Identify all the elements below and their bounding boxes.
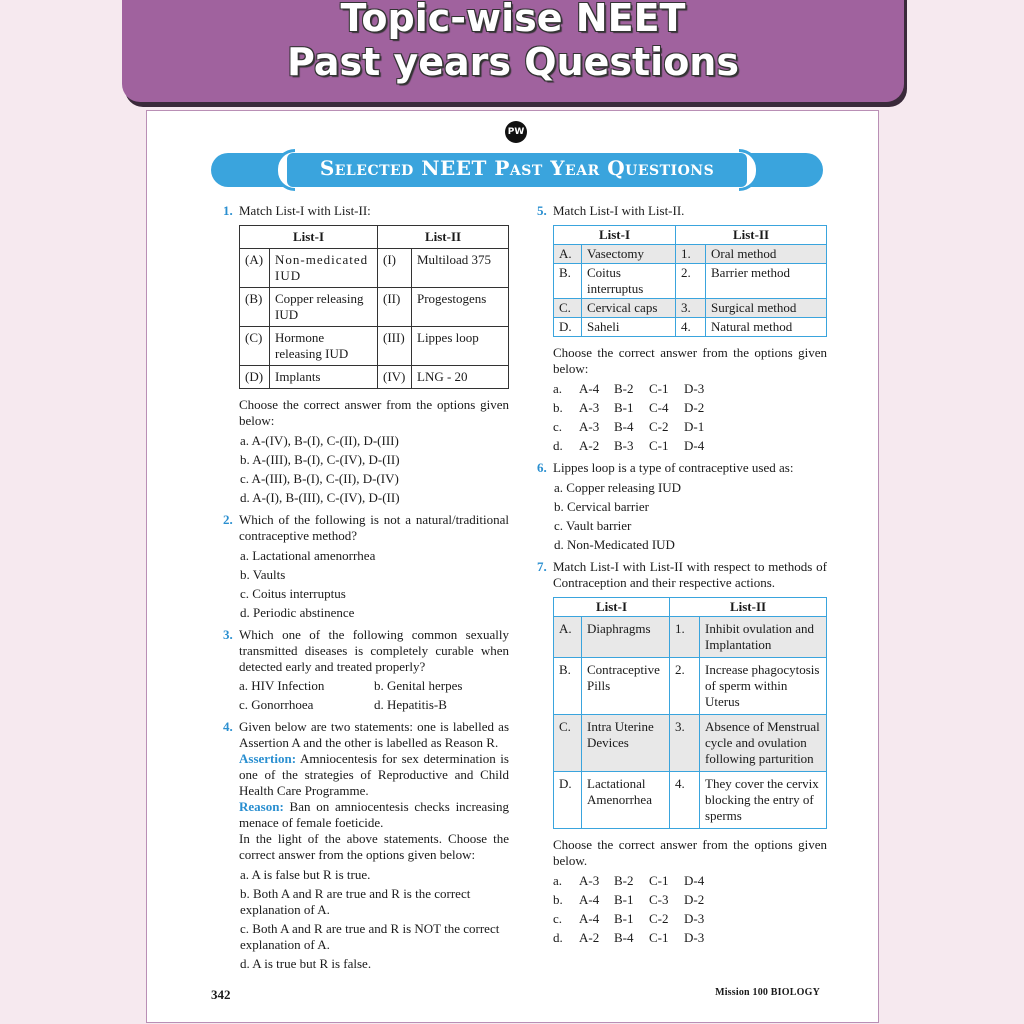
table-cell: D. bbox=[554, 772, 582, 829]
answer-label: d. bbox=[553, 930, 563, 945]
option-a: a. Lactational amenorrhea bbox=[240, 548, 376, 563]
table-cell: 1. bbox=[670, 617, 700, 658]
table-cell: Lippes loop bbox=[412, 327, 509, 366]
table-cell: A. bbox=[554, 617, 582, 658]
table-cell: (II) bbox=[378, 288, 412, 327]
question-prompt: In the light of the above statements. Choose the correct answer from the options given below: bbox=[239, 831, 509, 862]
answer-row bbox=[553, 911, 827, 927]
table-cell: Cervical caps bbox=[582, 299, 676, 318]
answer-row bbox=[553, 892, 827, 908]
answer-cell: C-4 bbox=[649, 400, 669, 415]
question-text: Match List-I with List-II: bbox=[239, 203, 371, 218]
answer-cell: B-3 bbox=[614, 438, 634, 453]
question-text: Which of the following is not a natural/traditional contraceptive method? bbox=[239, 512, 509, 543]
answer-cell: A-2 bbox=[579, 438, 600, 453]
answer-cell: A-3 bbox=[579, 873, 600, 888]
answer-cell: A-3 bbox=[579, 419, 600, 434]
table-row bbox=[554, 715, 827, 772]
table-cell: Hormone releasing IUD bbox=[270, 327, 378, 366]
option-b: b. Cervical barrier bbox=[554, 499, 649, 514]
answer-cell: B-2 bbox=[614, 381, 634, 396]
option-a: a. HIV Infection bbox=[239, 678, 325, 693]
table-header: List-I bbox=[240, 226, 378, 249]
table-cell: (C) bbox=[240, 327, 270, 366]
option-b: b. Genital herpes bbox=[374, 678, 463, 693]
table-row bbox=[240, 249, 509, 288]
answer-cell: C-1 bbox=[649, 438, 669, 453]
options bbox=[239, 548, 509, 621]
table-row bbox=[240, 327, 509, 366]
table-cell: 2. bbox=[670, 658, 700, 715]
assertion-label: Assertion: bbox=[239, 751, 297, 766]
option-d: d. A-(I), B-(III), C-(IV), D-(II) bbox=[240, 490, 400, 505]
banner-title bbox=[122, 0, 904, 84]
reason-label: Reason: bbox=[239, 799, 284, 814]
option-b: b. A-(III), B-(I), C-(IV), D-(II) bbox=[240, 452, 400, 467]
table-cell: Inhibit ovulation and Implantation bbox=[700, 617, 827, 658]
table-cell: (IV) bbox=[378, 366, 412, 389]
answer-row bbox=[553, 873, 827, 889]
answer-cell: A-2 bbox=[579, 930, 600, 945]
option-c: c. Both A and R are true and R is NOT the correct explanation of A. bbox=[240, 921, 500, 952]
options bbox=[553, 480, 827, 553]
table-cell: B. bbox=[554, 658, 582, 715]
answer-options bbox=[553, 381, 827, 454]
option-d: d. A is true but R is false. bbox=[240, 956, 372, 971]
book-title: Mission 100 BIOLOGY bbox=[715, 987, 820, 998]
table-row bbox=[554, 617, 827, 658]
assertion bbox=[239, 751, 509, 799]
question-number: 4. bbox=[223, 719, 233, 734]
table-row bbox=[554, 299, 827, 318]
answer-row bbox=[553, 438, 827, 454]
table-cell: Coitus interruptus bbox=[582, 264, 676, 299]
option-a: a. A-(IV), B-(I), C-(II), D-(III) bbox=[240, 433, 399, 448]
answer-cell: A-3 bbox=[579, 400, 600, 415]
table-cell: Barrier method bbox=[706, 264, 827, 299]
answer-cell: B-4 bbox=[614, 419, 634, 434]
table-row bbox=[554, 658, 827, 715]
table-cell: They cover the cervix blocking the entry of sperms bbox=[700, 772, 827, 829]
answer-cell: C-1 bbox=[649, 381, 669, 396]
reason-text: Ban on amniocentesis checks increasing menace of female foeticide. bbox=[239, 799, 509, 830]
question-number: 3. bbox=[223, 627, 233, 642]
match-table bbox=[553, 597, 827, 829]
answer-cell: D-4 bbox=[684, 873, 705, 888]
option-d: d. Periodic abstinence bbox=[240, 605, 355, 620]
question-1 bbox=[223, 203, 509, 506]
table-cell: Oral method bbox=[706, 245, 827, 264]
right-column bbox=[537, 203, 827, 952]
table-cell: Intra Uterine Devices bbox=[582, 715, 670, 772]
table-header: List-I bbox=[554, 226, 676, 245]
left-column bbox=[223, 203, 509, 978]
banner-line-2: Past years Questions bbox=[287, 40, 739, 85]
option-d: d. Hepatitis-B bbox=[374, 697, 447, 712]
answer-cell: A-4 bbox=[579, 892, 600, 907]
answer-row bbox=[553, 930, 827, 946]
pw-logo: PW bbox=[505, 121, 527, 143]
question-prompt: Choose the correct answer from the options given below. bbox=[553, 837, 827, 868]
option-b: b. Both A and R are true and R is the correct explanation of A. bbox=[240, 886, 471, 917]
table-cell: Saheli bbox=[582, 318, 676, 337]
options bbox=[239, 678, 509, 713]
table-header: List-II bbox=[676, 226, 827, 245]
table-cell: C. bbox=[554, 299, 582, 318]
question-2 bbox=[223, 512, 509, 621]
assertion-text: Amniocentesis for sex determination is one of the strategies of Reproductive and Child Health Care Programme. bbox=[239, 751, 509, 798]
question-7 bbox=[537, 559, 827, 946]
answer-cell: D-3 bbox=[684, 930, 705, 945]
table-cell: Increase phagocytosis of sperm within Uterus bbox=[700, 658, 827, 715]
answer-cell: D-1 bbox=[684, 419, 705, 434]
title-banner bbox=[122, 0, 904, 102]
table-cell: Diaphragms bbox=[582, 617, 670, 658]
table-row bbox=[240, 366, 509, 389]
table-row bbox=[554, 318, 827, 337]
answer-label: b. bbox=[553, 892, 563, 907]
question-number: 6. bbox=[537, 460, 547, 475]
table-cell: (B) bbox=[240, 288, 270, 327]
table-row bbox=[554, 772, 827, 829]
answer-cell: B-4 bbox=[614, 930, 634, 945]
table-cell: Vasectomy bbox=[582, 245, 676, 264]
options bbox=[239, 867, 509, 972]
answer-cell: C-3 bbox=[649, 892, 669, 907]
banner-line-1: Topic-wise NEET bbox=[340, 0, 686, 40]
answer-cell: C-1 bbox=[649, 873, 669, 888]
table-row bbox=[554, 245, 827, 264]
table-cell: A. bbox=[554, 245, 582, 264]
table-cell: LNG - 20 bbox=[412, 366, 509, 389]
option-c: c. A-(III), B-(I), C-(II), D-(IV) bbox=[240, 471, 399, 486]
table-cell: (I) bbox=[378, 249, 412, 288]
section-title: Selected NEET Past Year Questions bbox=[319, 156, 715, 180]
question-text: Which one of the following common sexually transmitted diseases is completely curable when detected early and treated properly? bbox=[239, 627, 509, 674]
answer-cell: B-1 bbox=[614, 892, 634, 907]
options bbox=[239, 433, 509, 506]
page-number: 342 bbox=[211, 987, 231, 1002]
question-5 bbox=[537, 203, 827, 454]
table-cell: 2. bbox=[676, 264, 706, 299]
answer-cell: C-2 bbox=[649, 419, 669, 434]
question-text: Match List-I with List-II. bbox=[553, 203, 685, 218]
table-cell: Multiload 375 bbox=[412, 249, 509, 288]
table-cell: Lactational Amenorrhea bbox=[582, 772, 670, 829]
table-cell: B. bbox=[554, 264, 582, 299]
answer-label: a. bbox=[553, 381, 563, 396]
answer-label: a. bbox=[553, 873, 563, 888]
question-3 bbox=[223, 627, 509, 713]
option-b: b. Vaults bbox=[240, 567, 286, 582]
question-4 bbox=[223, 719, 509, 972]
answer-cell: D-3 bbox=[684, 911, 705, 926]
table-header: List-I bbox=[554, 598, 670, 617]
question-text: Lippes loop is a type of contraceptive used as: bbox=[553, 460, 794, 475]
answer-cell: B-1 bbox=[614, 400, 634, 415]
question-number: 2. bbox=[223, 512, 233, 527]
question-text: Given below are two statements: one is labelled as Assertion A and the other is labelled as Reason R. bbox=[239, 719, 509, 750]
answer-options bbox=[553, 873, 827, 946]
answer-row bbox=[553, 381, 827, 397]
answer-label: b. bbox=[553, 400, 563, 415]
answer-row bbox=[553, 419, 827, 435]
table-cell: C. bbox=[554, 715, 582, 772]
option-a: a. A is false but R is true. bbox=[240, 867, 371, 882]
question-text: Match List-I with List-II with respect to methods of Contraception and their respective actions. bbox=[553, 559, 827, 590]
question-prompt: Choose the correct answer from the options given below: bbox=[553, 345, 827, 376]
table-cell: 3. bbox=[670, 715, 700, 772]
answer-label: d. bbox=[553, 438, 563, 453]
table-cell: Surgical method bbox=[706, 299, 827, 318]
answer-cell: A-4 bbox=[579, 381, 600, 396]
table-cell: Progestogens bbox=[412, 288, 509, 327]
option-d: d. Non-Medicated IUD bbox=[554, 537, 675, 552]
table-cell: (III) bbox=[378, 327, 412, 366]
option-c: c. Gonorrhoea bbox=[239, 697, 314, 712]
answer-row bbox=[553, 400, 827, 416]
page bbox=[146, 110, 879, 1023]
table-cell: D. bbox=[554, 318, 582, 337]
answer-cell: B-2 bbox=[614, 873, 634, 888]
answer-label: c. bbox=[553, 911, 563, 926]
table-cell: Non-medicated IUD bbox=[270, 249, 378, 288]
answer-cell: A-4 bbox=[579, 911, 600, 926]
table-header: List-II bbox=[378, 226, 509, 249]
table-cell: Contraceptive Pills bbox=[582, 658, 670, 715]
table-cell: 4. bbox=[676, 318, 706, 337]
table-cell: Copper releasing IUD bbox=[270, 288, 378, 327]
question-number: 5. bbox=[537, 203, 547, 218]
table-cell: 3. bbox=[676, 299, 706, 318]
table-cell: Natural method bbox=[706, 318, 827, 337]
table-row bbox=[554, 264, 827, 299]
answer-cell: C-1 bbox=[649, 930, 669, 945]
answer-cell: D-2 bbox=[684, 892, 705, 907]
answer-cell: D-3 bbox=[684, 381, 705, 396]
match-table bbox=[553, 225, 827, 337]
table-cell: 1. bbox=[676, 245, 706, 264]
table-row bbox=[240, 288, 509, 327]
answer-cell: D-2 bbox=[684, 400, 705, 415]
table-cell: Implants bbox=[270, 366, 378, 389]
table-cell: (A) bbox=[240, 249, 270, 288]
question-6 bbox=[537, 460, 827, 553]
table-cell: Absence of Menstrual cycle and ovulation following parturition bbox=[700, 715, 827, 772]
answer-cell: D-4 bbox=[684, 438, 705, 453]
table-cell: 4. bbox=[670, 772, 700, 829]
table-header: List-II bbox=[670, 598, 827, 617]
answer-cell: C-2 bbox=[649, 911, 669, 926]
reason bbox=[239, 799, 509, 831]
answer-label: c. bbox=[553, 419, 563, 434]
question-prompt: Choose the correct answer from the options given below: bbox=[239, 397, 509, 428]
table-cell: (D) bbox=[240, 366, 270, 389]
option-c: c. Coitus interruptus bbox=[240, 586, 346, 601]
match-table bbox=[239, 225, 509, 389]
question-number: 1. bbox=[223, 203, 233, 218]
option-c: c. Vault barrier bbox=[554, 518, 632, 533]
answer-cell: B-1 bbox=[614, 911, 634, 926]
option-a: a. Copper releasing IUD bbox=[554, 480, 682, 495]
question-number: 7. bbox=[537, 559, 547, 574]
